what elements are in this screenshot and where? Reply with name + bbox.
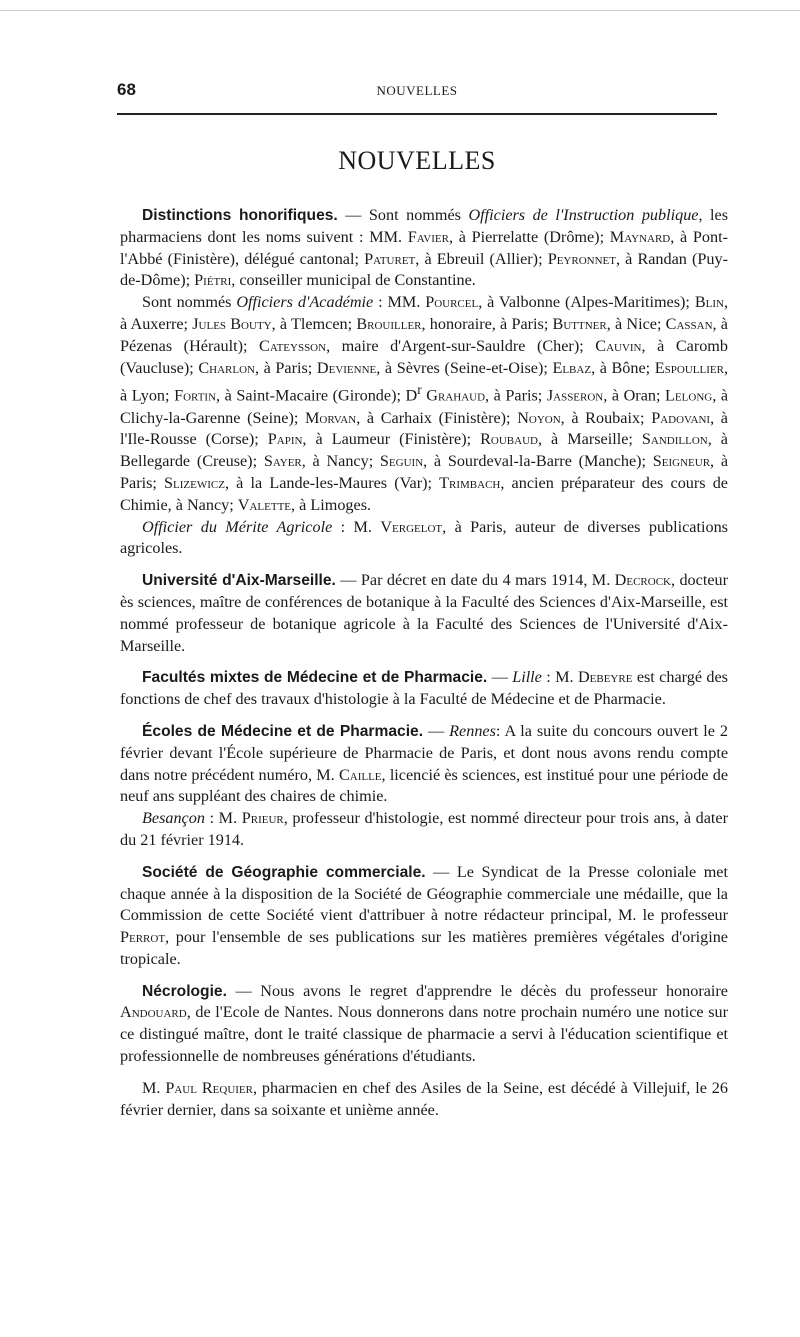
- paragraph-ecoles-2: Besançon : M. Prieur, professeur d'histologie, est nommé directeur pour trois ans, à dater du 21 février 1914.: [120, 809, 728, 849]
- running-title: NOUVELLES: [376, 83, 458, 98]
- person-name: Charlon: [198, 358, 255, 377]
- paragraph-necrologie-1: Nécrologie. — Nous avons le regret d'apprendre le décès du professeur honoraire Andouard, de l'Ecole de Nantes. Nous donnerons dans notre prochain numéro une notice sur ce distingué maître, dont le traité classique de pharmacie a servi à l'éducation scientifique et professionnelle de nombreuses générations d'étudiants.: [120, 981, 728, 1066]
- heading-universite: Université d'Aix-Marseille.: [142, 572, 336, 590]
- doctor-superscript: r: [417, 382, 422, 398]
- person-name: Caille: [338, 765, 382, 784]
- heading-facultes: Facultés mixtes de Médecine et de Pharmacie.: [142, 669, 488, 687]
- person-name: Jules Bouty: [192, 314, 272, 333]
- person-name: Elbaz: [552, 358, 592, 377]
- person-name: Peyronnet: [547, 249, 616, 268]
- person-name: Buttner: [552, 314, 607, 333]
- person-name: Padovani: [651, 408, 711, 427]
- person-name: Favier: [407, 227, 449, 246]
- person-name: Roubaud: [480, 430, 538, 449]
- heading-societe: Société de Géographie commerciale.: [142, 863, 426, 881]
- running-head: [117, 80, 717, 104]
- paragraph-distinctions-3: Officier du Mérite Agricole : M. Vergelot, à Paris, auteur de diverses publications agricoles.: [120, 517, 728, 558]
- person-name: Trimbach: [439, 473, 501, 492]
- person-name: Seigneur: [652, 452, 711, 471]
- person-name: Fortin: [174, 386, 217, 405]
- person-name: Papin: [267, 430, 303, 449]
- article-body: [120, 205, 728, 1121]
- person-name: Morvan: [304, 408, 357, 427]
- heading-ecoles: Écoles de Médecine et de Pharmacie.: [142, 722, 424, 740]
- heading-distinctions: Distinctions honorifiques.: [142, 207, 338, 224]
- person-name: Slizewicz: [164, 473, 225, 492]
- page-number: 68: [117, 80, 136, 99]
- person-name: Piétri: [194, 271, 232, 290]
- person-name: Debeyre: [577, 668, 633, 687]
- person-name: Prieur: [241, 809, 284, 828]
- person-name: Espoullier: [654, 358, 724, 377]
- paragraph-facultes: Facultés mixtes de Médecine et de Pharmacie. — Lille : M. Debeyre est chargé des fonctions de chef des travaux d'histologie à la Faculté de Médecine et de Pharmacie.: [120, 668, 728, 709]
- person-name: Noyon: [517, 408, 561, 427]
- person-name: Decrock: [614, 571, 671, 590]
- top-edge-rule: [0, 10, 800, 11]
- paragraph-distinctions-1: Distinctions honorifiques. — Sont nommés Officiers de l'Instruction publique, les pharmaciens dont les noms suivent : MM. Favier, à Pierrelatte (Drôme); Maynard, à Pont-l'Abbé (Finistère), délégué cantonal; Paturet, à Ebreuil (Allier); Peyronnet, à Randan (Puy-de-Dôme); Piétri, conseiller municipal de Constantine.: [120, 206, 729, 290]
- person-name: Perrot: [120, 928, 166, 947]
- paragraph-societe: Société de Géographie commerciale. — Le Syndicat de la Presse coloniale met chaque année à la disposition de la Société de Géographie commerciale une médaille, que la Commission de cette Société vient d'attribuer à notre rédacteur principal, M. le professeur Perrot, pour l'ensemble de ses publications sur les matières premières végétales d'origine tropicale.: [120, 862, 728, 968]
- person-name: Lelong: [665, 386, 713, 405]
- person-name: Paul Requier: [165, 1078, 253, 1097]
- person-name: Andouard: [120, 1003, 187, 1022]
- heading-necrologie: Nécrologie.: [142, 982, 227, 1000]
- section-title: NOUVELLES: [338, 146, 496, 175]
- paragraph-distinctions-2: Sont nommés Officiers d'Académie : MM. Pourcel, à Valbonne (Alpes-Maritimes); Blin, à Auxerre; Jules Bouty, à Tlemcen; Brouiller, honoraire, à Paris; Buttner, à Nice; Cassan, à Pézenas (Hérault); Cateysson, maire d'Argent-sur-Sauldre (Cher); Cauvin, à Caromb (Vaucluse); Charlon, à Paris; Devienne, à Sèvres (Seine-et-Oise); Elbaz, à Bône; Espoullier, à Lyon; Fortin, à Saint-Macaire (Gironde); $D^r$ Grahaud, à Paris; Jasseron, à Oran; Lelong, à Clichy-la-Garenne (Seine); Morvan, à Carhaix (Finistère); Noyon, à Roubaix; Padovani, à l'Ile-Rousse (Corse); Papin, à Laumeur (Finistère); Roubaud, à Marseille; Sandillon, à Bellegarde (Creuse); Sayer, à Nancy; Seguin, à Sourdeval-la-Barre (Manche); Seigneur, à Paris; Slizewicz, à la Lande-les-Maures (Var); Trimbach, ancien préparateur des cours de Chimie, à Nancy; Valette, à Limoges.: [120, 293, 729, 514]
- header-rule: [117, 113, 717, 115]
- person-name: Brouiller: [356, 314, 422, 333]
- person-name: Blin: [694, 293, 724, 312]
- person-name: Cauvin: [595, 336, 642, 355]
- person-name: Jasseron: [546, 386, 604, 405]
- person-name: Grahaud: [426, 386, 486, 405]
- person-name: Pourcel: [425, 293, 479, 312]
- person-name: Vergelot: [380, 517, 443, 536]
- person-name: Sandillon: [641, 430, 708, 449]
- person-name: Paturet: [364, 249, 416, 268]
- person-name: Maynard: [609, 227, 671, 246]
- person-name: Valette: [237, 495, 292, 514]
- paragraph-ecoles-1: Écoles de Médecine et de Pharmacie. — Rennes: A la suite du concours ouvert le 2 février devant l'École supérieure de Pharmacie de Paris, et dont nous avons rendu compte dans notre précédent numéro, M. Caille, licencié ès sciences, est institué pour une période de neuf ans suppléant des chaires de chimie.: [120, 721, 728, 806]
- person-name: Sayer: [263, 452, 302, 471]
- person-name: Cassan: [665, 314, 713, 333]
- paragraph-necrologie-2: M. Paul Requier, pharmacien en chef des Asiles de la Seine, est décédé à Villejuif, le 26 février dernier, dans sa soixante et unième année.: [120, 1078, 728, 1119]
- paragraph-universite: Université d'Aix-Marseille. — Par décret en date du 4 mars 1914, M. Decrock, docteur ès sciences, maître de conférences de botanique à la Faculté des Sciences d'Aix-Marseille, est nommé professeur de botanique agricole à la Faculté des Sciences de l'Université d'Aix-Marseille.: [120, 571, 728, 655]
- person-name: Seguin: [379, 452, 424, 471]
- person-name: Devienne: [316, 358, 377, 377]
- person-name: Cateysson: [259, 336, 327, 355]
